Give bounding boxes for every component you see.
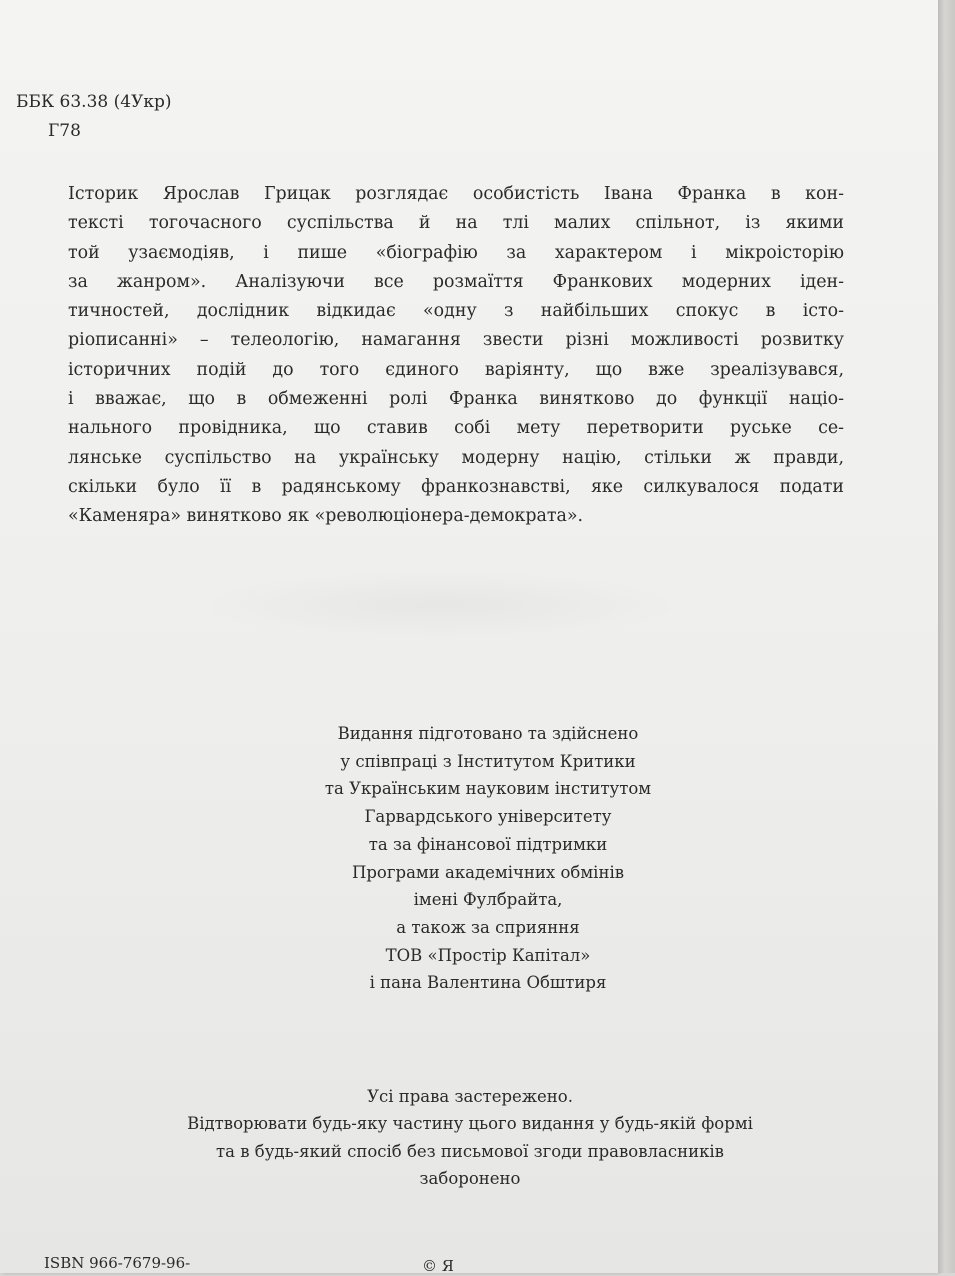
annotation-line: Історик Ярослав Грицак розглядає особистість Івана Франка в кон-: [68, 184, 844, 204]
annotation-line: ріописанні» – телеологію, намагання звести різні можливості розвитку: [68, 330, 844, 351]
annotation-line: нального провідника, що ставив собі мету перетворити руське се-: [68, 418, 844, 439]
bbk-code: ББК 63.38 (4Укр): [16, 92, 172, 112]
show-through-text: [200, 570, 680, 640]
annotation-line: лянське суспільство на українську модерну націю, стільки ж правди,: [68, 447, 844, 468]
annotation-line: «Каменяра» винятково як «революціонера-демократа».: [68, 506, 584, 527]
isbn: ISBN 966-7679-96-: [44, 1254, 191, 1272]
publication-credits: [268, 720, 708, 997]
copyright-mark: © Я: [422, 1257, 454, 1275]
credits-line: і пана Валентина Обштиря: [369, 973, 607, 993]
annotation-line: за жанром». Аналізуючи все розмаїття Франкових модерних іден-: [68, 271, 844, 292]
credits-line: а також за сприяння: [396, 917, 580, 937]
page-edge: [938, 0, 955, 1273]
credits-line: ТОВ «Простір Капітал»: [385, 945, 591, 965]
credits-line: імені Фулбрайта,: [413, 890, 563, 910]
annotation-line: тичностей, дослідник відкидає «одну з найбільших спокус в істо-: [68, 301, 844, 322]
rights-line: та в будь-який спосіб без письмової згоди правовласників: [216, 1141, 724, 1161]
annotation-paragraph: [68, 180, 844, 532]
rights-line: Відтворювати будь-яку частину цього видання у будь-якій формі: [187, 1114, 753, 1134]
annotation-line: і вважає, що в обмеженні ролі Франка винятково до функції націо-: [68, 389, 844, 410]
annotation-line: тексті тогочасного суспільства й на тлі малих спільнот, із якими: [68, 213, 844, 234]
credits-line: Гарвардського університету: [364, 807, 612, 827]
credits-line: та Українським науковим інститутом: [324, 779, 652, 799]
author-mark: Г78: [48, 121, 81, 141]
rights-line: Усі права застережено.: [367, 1087, 573, 1106]
classification-block: [16, 88, 172, 146]
annotation-line: той узаємодіяв, і пише «біографію за характером і мікроісторію: [68, 242, 844, 263]
annotation-line: скільки було її в радянському франкознавстві, яке силкувалося подати: [68, 476, 844, 497]
credits-line: у співпраці з Інститутом Критики: [340, 751, 636, 771]
credits-line: Програми академічних обмінів: [351, 862, 625, 882]
rights-line: заборонено: [419, 1168, 521, 1188]
credits-line: та за фінансової підтримки: [368, 834, 608, 854]
rights-notice: [110, 1083, 830, 1192]
credits-line: Видання підготовано та здійснено: [337, 724, 639, 743]
annotation-line: історичних подій до того єдиного варіянту, що вже зреалізувався,: [68, 359, 844, 380]
